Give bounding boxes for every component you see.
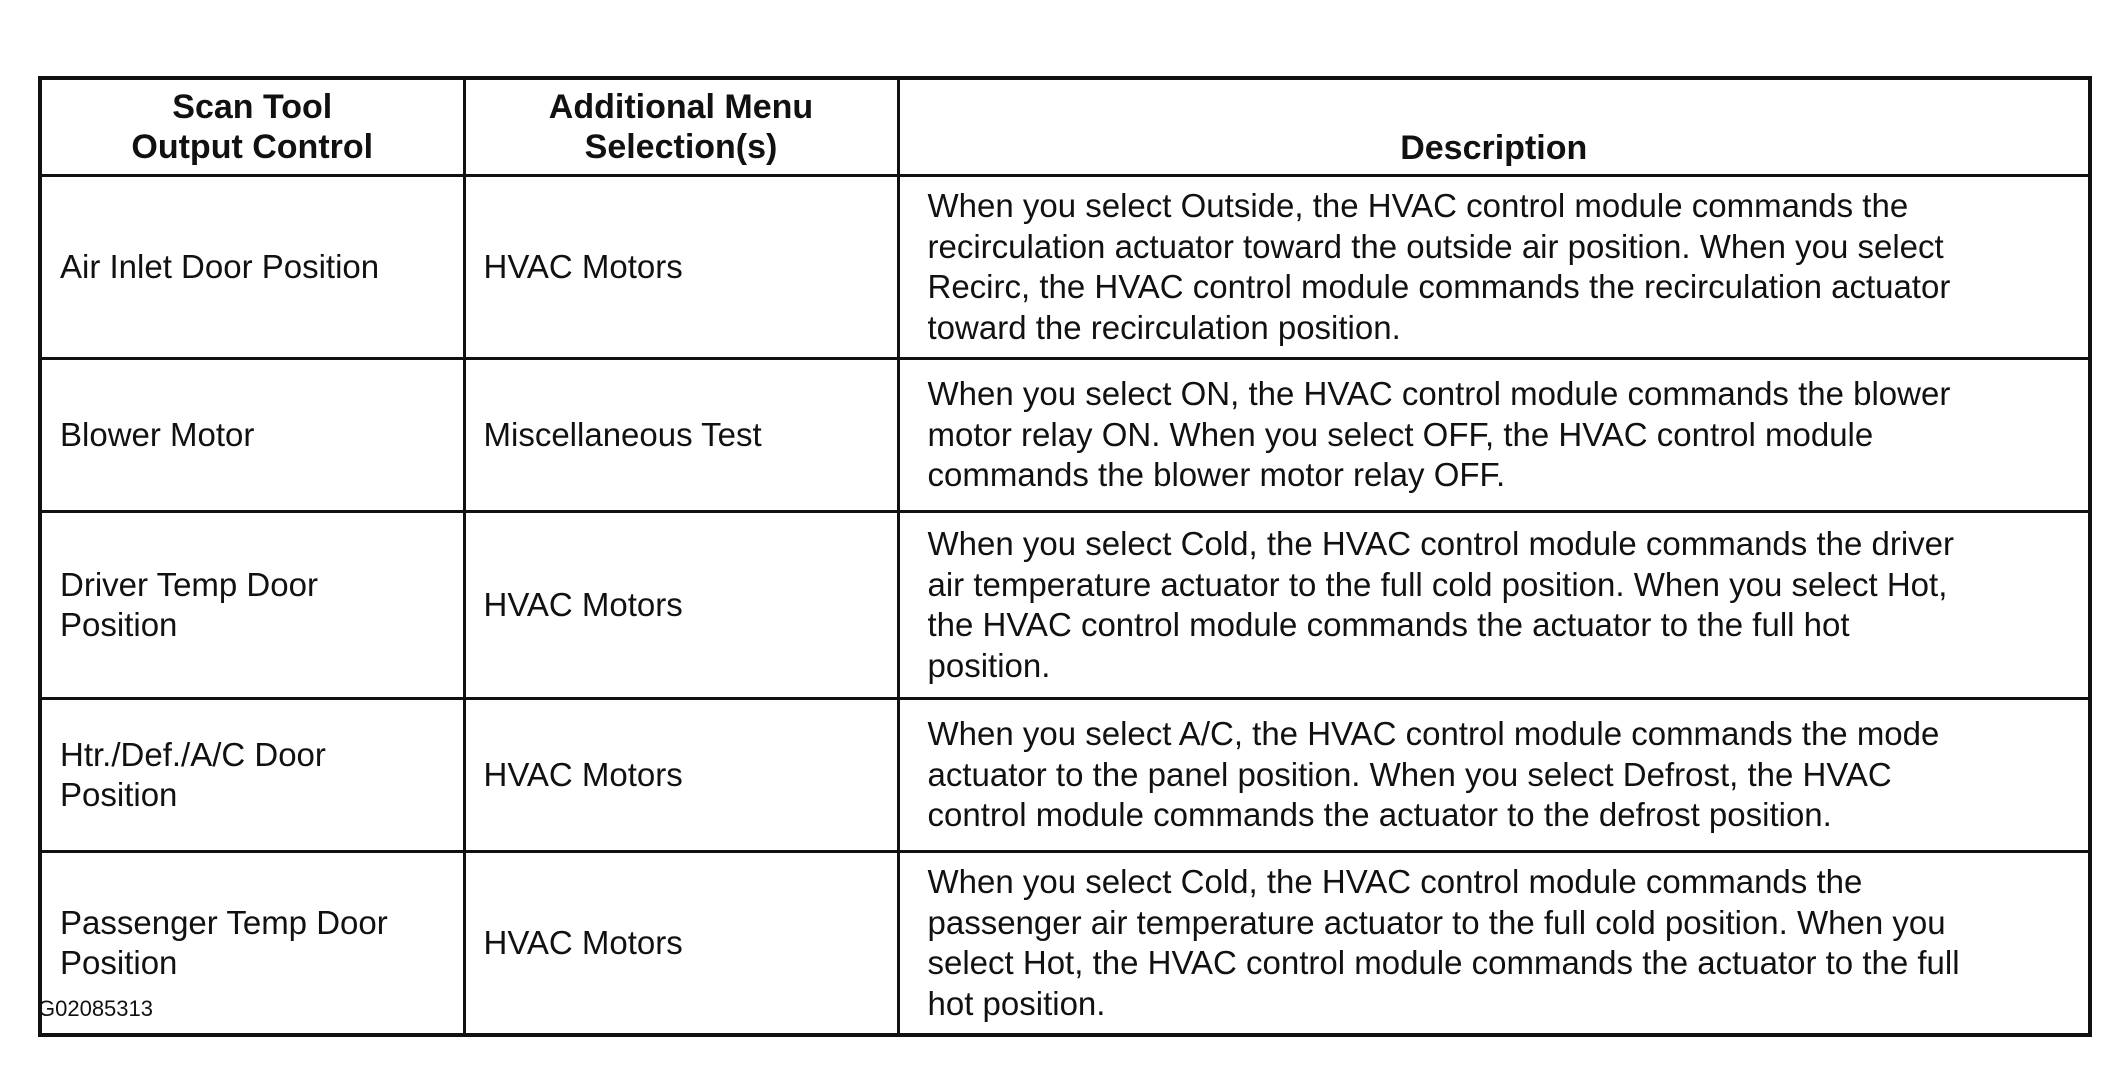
cell-text: Position — [60, 606, 178, 643]
description-line: select Hot, the HVAC control module commands the actuator to the full — [927, 944, 1960, 981]
cell-menu-selection: HVAC Motors — [464, 176, 898, 359]
table-row — [40, 176, 2090, 359]
description-line: commands the blower motor relay OFF. — [927, 456, 1506, 494]
header-text: Selection(s) — [584, 128, 778, 166]
cell-output-control — [40, 359, 464, 512]
description-line: motor relay ON. When you select OFF, the HVAC control module — [927, 415, 1874, 453]
header-description: Description — [898, 78, 2090, 176]
description-line: When you select Cold, the HVAC control module commands the driver — [927, 525, 1955, 562]
cell-text: Position — [60, 776, 178, 813]
cell-output-control — [40, 176, 464, 359]
description-line: actuator to the panel position. When you select Defrost, the HVAC — [927, 755, 1892, 793]
description-line: control module commands the actuator to the defrost position. — [927, 796, 1832, 834]
cell-description — [898, 512, 2090, 699]
output-control-table — [38, 76, 2092, 1037]
description-line: When you select ON, the HVAC control module commands the blower — [927, 375, 1951, 413]
figure-id: G02085313 — [38, 996, 153, 1021]
output-control-table-container — [38, 76, 2088, 1037]
cell-menu-selection: HVAC Motors — [464, 699, 898, 852]
cell-menu-selection: HVAC Motors — [464, 512, 898, 699]
header-additional-menu-selections — [464, 78, 898, 176]
header-text: Additional Menu — [548, 88, 814, 126]
description-line: toward the recirculation position. — [927, 308, 1401, 346]
cell-output-control — [40, 699, 464, 852]
header-scan-tool-output-control — [40, 78, 464, 176]
cell-text: Driver Temp Door — [60, 566, 318, 603]
description-line: position. — [927, 646, 1051, 684]
table-header-row — [40, 78, 2090, 176]
cell-output-control — [40, 512, 464, 699]
cell-description — [898, 176, 2090, 359]
cell-description — [898, 699, 2090, 852]
cell-text: Blower Motor — [60, 416, 255, 453]
cell-text: Htr./Def./A/C Door — [60, 736, 326, 773]
table-row — [40, 359, 2090, 512]
cell-text: Passenger Temp Door — [60, 904, 388, 941]
table-row — [40, 852, 2090, 1036]
description-line: When you select Outside, the HVAC control module commands the — [927, 187, 1909, 224]
cell-text: Position — [60, 944, 178, 981]
description-line: recirculation actuator toward the outside air position. When you select — [927, 227, 1944, 265]
description-line: hot position. — [927, 984, 1106, 1022]
table-row — [40, 699, 2090, 852]
cell-description — [898, 359, 2090, 512]
cell-text: Air Inlet Door Position — [60, 248, 380, 285]
header-text: Scan Tool — [172, 88, 333, 126]
description-line: the HVAC control module commands the actuator to the full hot — [927, 606, 1850, 643]
description-line: passenger air temperature actuator to the full cold position. When you — [927, 903, 1946, 941]
description-line: When you select A/C, the HVAC control module commands the mode — [927, 715, 1940, 753]
description-line: Recirc, the HVAC control module commands the recirculation actuator — [927, 268, 1951, 305]
description-line: When you select Cold, the HVAC control module commands the — [927, 863, 1863, 900]
cell-description — [898, 852, 2090, 1036]
header-text: Output Control — [131, 128, 374, 166]
cell-menu-selection: HVAC Motors — [464, 852, 898, 1036]
table-row — [40, 512, 2090, 699]
description-line: air temperature actuator to the full cold position. When you select Hot, — [927, 565, 1948, 603]
cell-menu-selection: Miscellaneous Test — [464, 359, 898, 512]
